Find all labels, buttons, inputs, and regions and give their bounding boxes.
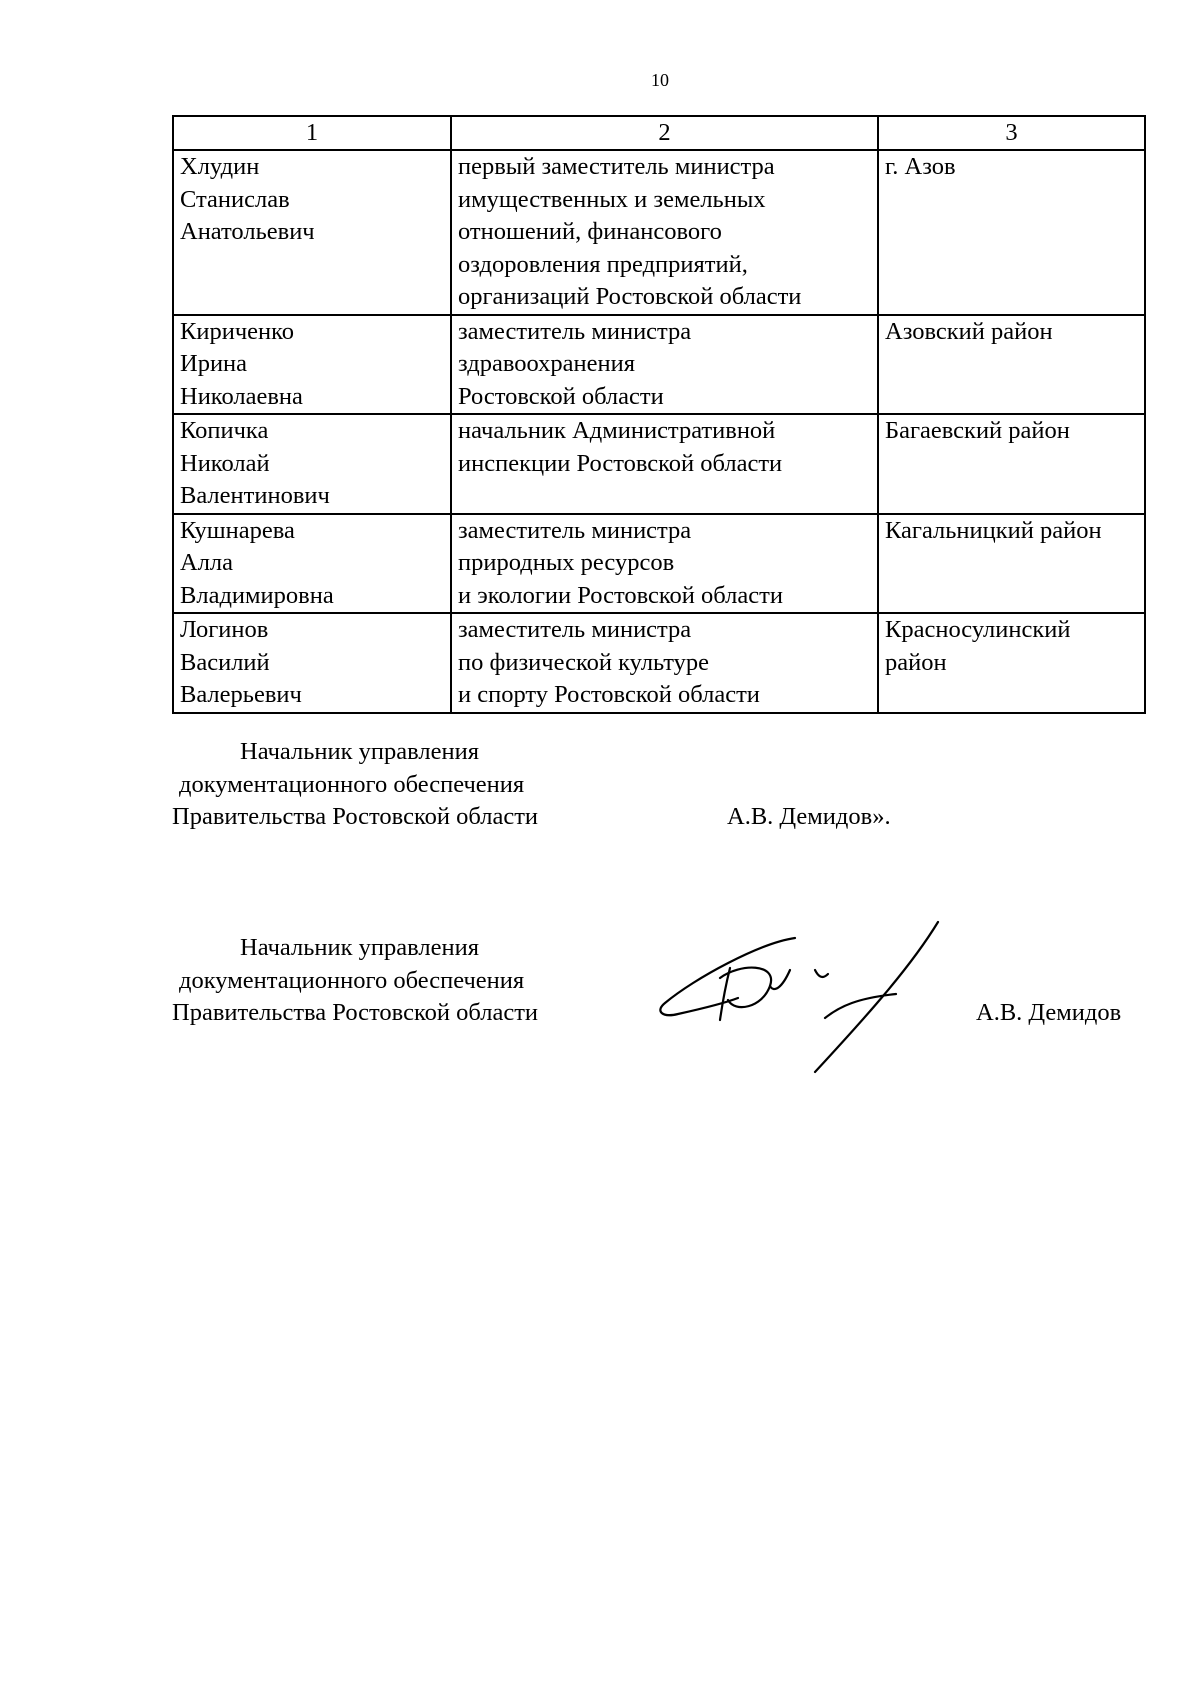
official-territory: Кагальницкий район	[878, 514, 1145, 614]
table-row	[173, 315, 1145, 415]
official-name: Копичка Николай Валентинович	[173, 414, 451, 514]
quoted-signature-title	[172, 736, 632, 834]
signature-title-line: документационного обеспечения	[179, 966, 525, 994]
official-territory: Красносулинский район	[878, 613, 1145, 713]
table-row	[173, 414, 1145, 514]
official-position: заместитель министра природных ресурсов и экологии Ростовской области	[451, 514, 878, 614]
official-position: начальник Административной инспекции Ростовской области	[451, 414, 878, 514]
final-signature-name: А.В. Демидов	[976, 999, 1122, 1026]
official-territory: Багаевский район	[878, 414, 1145, 514]
official-position: заместитель министра здравоохранения Ростовской области	[451, 315, 878, 415]
official-name: Логинов Василий Валерьевич	[173, 613, 451, 713]
official-territory: Азовский район	[878, 315, 1145, 415]
official-name: Кириченко Ирина Николаевна	[173, 315, 451, 415]
table-header-1: 1	[173, 116, 451, 150]
signature-title-line: Правительства Ростовской области	[172, 999, 539, 1026]
signature-title-line: Начальник управления	[240, 738, 479, 765]
official-position: первый заместитель министра имущественных и земельных отношений, финансового оздоровления предприятий, организаций Ростовской области	[451, 150, 878, 315]
quoted-signature-name: А.В. Демидов».	[727, 803, 891, 830]
table-row	[173, 150, 1145, 315]
table-header-row	[173, 116, 1145, 150]
table-header-3: 3	[878, 116, 1145, 150]
signature-title-line: Начальник управления	[240, 934, 479, 961]
officials-table	[172, 115, 1146, 714]
handwritten-signature	[650, 918, 940, 1078]
official-name: Хлудин Станислав Анатольевич	[173, 150, 451, 315]
table-header-2: 2	[451, 116, 878, 150]
official-position: заместитель министра по физической культуре и спорту Ростовской области	[451, 613, 878, 713]
official-territory: г. Азов	[878, 150, 1145, 315]
signature-title-line: Правительства Ростовской области	[172, 803, 539, 830]
official-name: Кушнарева Алла Владимировна	[173, 514, 451, 614]
page-number: 10	[651, 70, 669, 90]
final-signature-title	[172, 932, 632, 1030]
table-row	[173, 613, 1145, 713]
signature-title-line: документационного обеспечения	[179, 770, 525, 798]
table-row	[173, 514, 1145, 614]
